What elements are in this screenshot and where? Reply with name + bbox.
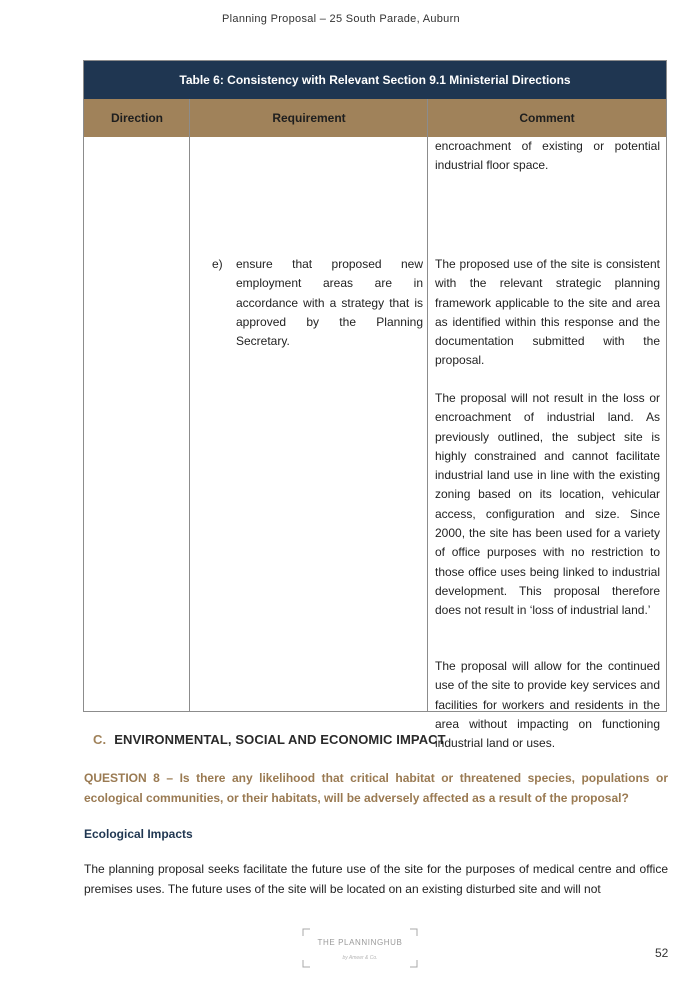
body-paragraph: The planning proposal seeks facilitate the future use of the site for the purposes of medical centre and office premises uses. The future uses of the site will be located on an existing disturbed site and will not [84, 862, 668, 896]
running-header: Planning Proposal – 25 South Parade, Auburn [222, 13, 460, 25]
column-header-direction: Direction [110, 111, 163, 125]
requirement-marker: e) [212, 257, 223, 271]
comment-paragraph-1: The proposed use of the site is consistent with the relevant strategic planning framework applicable to the site and area as identified within this response and the documentation submitted with the proposal. [435, 257, 660, 368]
logo-tagline: by Ameer & Co. [342, 955, 378, 961]
table-title: Table 6: Consistency with Relevant Section 9.1 Ministerial Directions [84, 61, 666, 99]
comment-continued: encroachment of existing or potential industrial floor space. [435, 139, 660, 173]
comment-paragraph-2: The proposal will not result in the loss or encroachment of industrial land. As previously outlined, the subject site is highly constrained and cannot facilitate industrial land use in line with the existing zoning based on its location, vehicular access, configuration and size. Since 2000, the site has been used for a variety of office purposes with no restriction to those office uses being linked to industrial development. This proposal therefore does not result in ‘loss of industrial land.’ [435, 391, 660, 618]
column-divider [427, 99, 428, 711]
section-title: ENVIRONMENTAL, SOCIAL AND ECONOMIC IMPACT [114, 732, 446, 747]
page-number: 52 [655, 946, 669, 960]
subheading: Ecological Impacts [84, 827, 193, 841]
section-heading [93, 732, 446, 747]
column-divider [189, 99, 190, 711]
planning-hub-logo [302, 928, 418, 968]
logo-wordmark: THE PLANNINGHUB [317, 938, 403, 947]
question-heading: QUESTION 8 – Is there any likelihood that critical habitat or threatened species, populations or ecological communities, or their habitats, will be adversely affected as a result of the proposal? [84, 771, 668, 805]
requirement-text: ensure that proposed new employment areas are in accordance with a strategy that is approved by the Planning Secretary. [236, 257, 423, 349]
section-letter: C. [93, 732, 107, 747]
table-header-row [84, 99, 666, 137]
column-header-requirement: Requirement [272, 111, 346, 125]
column-header-comment: Comment [519, 111, 575, 125]
requirement-item-e [212, 255, 423, 355]
comment-paragraph-3: The proposal will allow for the continued use of the site to provide key services and facilities for workers and residents in the area without impacting on functioning industrial land or uses. [435, 659, 660, 751]
logo-frame-icon [302, 928, 418, 968]
